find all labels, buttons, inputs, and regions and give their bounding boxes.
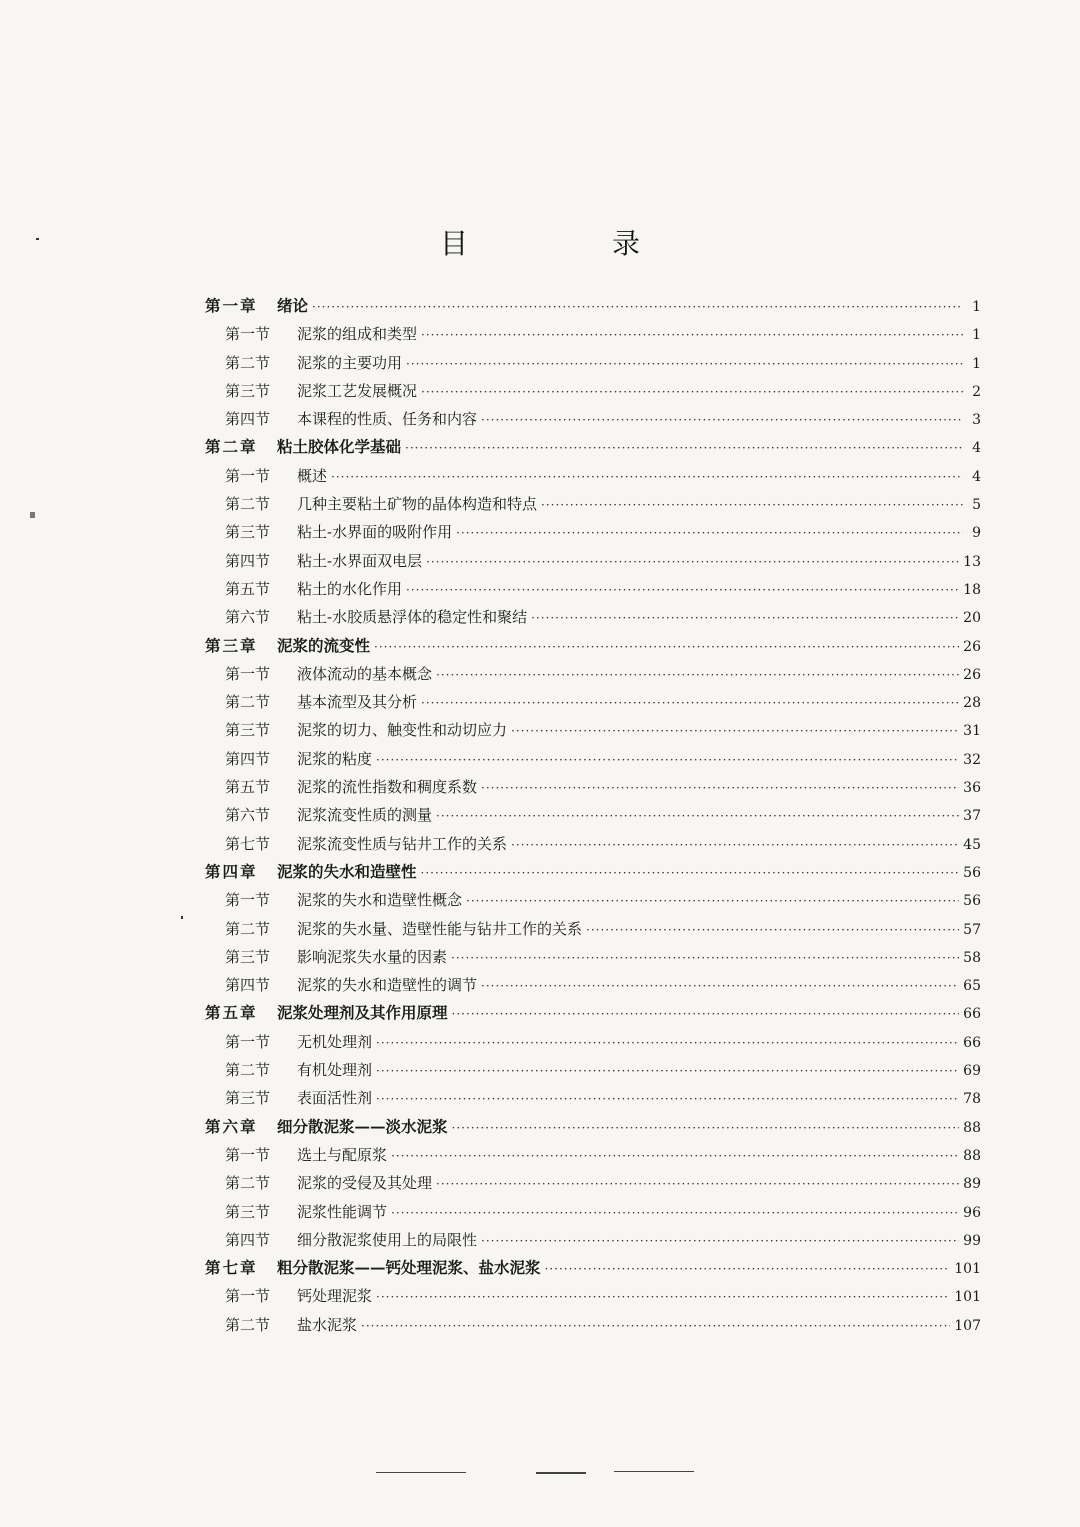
toc-page-number: 1 [972,327,981,344]
dot-leader [481,774,959,802]
toc-page-number: 28 [963,695,981,712]
toc-entry-title: 泥浆的失水量、造壁性能与钻井工作的关系 [297,919,583,938]
dot-leader [511,717,959,745]
toc-entry-number: 第五节 [225,579,271,598]
toc-entry-number: 第二节 [225,1174,271,1193]
toc-entry-number: 第二节 [225,495,271,514]
toc-entry-number: 第四节 [225,1230,271,1249]
toc-section-row [205,1282,981,1310]
toc-entry-number: 第一章 [205,296,258,315]
dot-leader [436,1170,959,1198]
toc-section-row [205,377,981,405]
toc-entry-number: 第二节 [225,1315,271,1334]
toc-entry-number: 第二节 [225,693,271,712]
toc-page-number: 26 [963,638,981,655]
toc-entry-title: 泥浆流变性质的测量 [297,806,433,825]
toc-entry-number: 第二节 [225,1061,271,1080]
toc-section-row [205,971,981,999]
dot-leader [452,1114,960,1142]
dot-leader [541,491,963,519]
toc-section-row [205,405,981,433]
toc-entry-number: 第三节 [225,1089,271,1108]
toc-section-row [205,915,981,943]
toc-page-number: 89 [963,1176,981,1193]
toc-page-number: 56 [963,893,981,910]
toc-page-number: 9 [972,525,981,542]
scan-speck [36,238,39,240]
dot-leader [531,604,959,632]
toc-entry-title: 粘土的水化作用 [297,579,403,598]
toc-page-number: 2 [972,383,981,400]
dot-leader [361,1312,950,1340]
toc-entry-number: 第六节 [225,806,271,825]
toc-entry-title: 泥浆的主要功用 [297,353,403,372]
toc-chapter-row [205,433,981,461]
toc-entry-title: 基本流型及其分析 [297,693,418,712]
toc-entry-title: 有机处理剂 [297,1061,373,1080]
toc-entry-title: 本课程的性质、任务和内容 [297,410,478,429]
toc-entry-number: 第一节 [225,664,271,683]
dot-leader [391,1199,959,1227]
scan-line [376,1472,466,1473]
dot-leader [481,1227,959,1255]
toc-chapter-row [205,1254,981,1282]
toc-section-row [205,575,981,603]
toc-entry-number: 第七章 [205,1258,258,1278]
toc-page-number: 78 [963,1091,981,1108]
toc-section-row [205,773,981,801]
toc-page-number: 66 [963,1006,981,1023]
dot-leader [421,378,963,406]
toc-entry-title: 泥浆的流变性 [277,635,371,655]
toc-section-row [205,1198,981,1226]
toc-section-row [205,716,981,744]
toc-page-number: 65 [963,978,981,995]
toc-section-row [205,490,981,518]
toc-section-row [205,745,981,773]
dot-leader [374,633,959,661]
dot-leader [481,972,959,1000]
dot-leader [466,887,959,915]
toc-section-row [205,830,981,858]
toc-page-number: 13 [963,553,981,570]
dot-leader [376,1057,959,1085]
toc-section-row [205,886,981,914]
toc-chapter-row [205,858,981,886]
toc-entry-number: 第一节 [225,1032,271,1051]
dot-leader [312,293,963,321]
toc-entry-number: 第三节 [225,523,271,542]
scan-speck [30,512,35,518]
toc-section-row [205,1311,981,1339]
toc-page-number: 36 [963,780,981,797]
dot-leader [511,831,959,859]
toc-entry-number: 第四节 [225,410,271,429]
toc-entry-number: 第三章 [205,635,258,655]
toc-entry-title: 粗分散泥浆——钙处理泥浆、盐水泥浆 [277,1258,541,1278]
toc-entry-title: 选土与配原浆 [297,1145,388,1164]
scan-speck [181,916,183,919]
toc-entry-title: 泥浆的流性指数和稠度系数 [297,778,478,797]
toc-page-number: 1 [972,299,981,315]
toc-entry-title: 泥浆的粘度 [297,749,373,768]
dot-leader [391,1142,959,1170]
dot-leader [456,519,963,547]
toc-page-number: 4 [972,468,981,485]
toc-page-number: 1 [972,355,981,372]
toc-chapter-row [205,1113,981,1141]
toc-section-row [205,688,981,716]
toc-entry-title: 影响泥浆失水量的因素 [297,947,448,966]
toc-entry-number: 第四章 [205,861,258,881]
dot-leader [376,1085,959,1113]
dot-leader [376,746,959,774]
toc-chapter-row [205,292,981,320]
toc-section-row [205,1028,981,1056]
dot-leader [376,1283,950,1311]
toc-section-row [205,1226,981,1254]
toc-entry-title: 无机处理剂 [297,1032,373,1051]
dot-leader [406,576,959,604]
toc-entry-title: 概述 [297,466,328,485]
toc-entry-number: 第六节 [225,608,271,627]
scan-line [614,1471,694,1472]
toc-entry-number: 第四节 [225,749,271,768]
toc-entry-title: 钙处理泥浆 [297,1287,373,1306]
toc-entry-number: 第一节 [225,891,271,910]
dot-leader [426,548,959,576]
toc-entry-title: 粘土-水胶质悬浮体的稳定性和聚结 [297,608,528,627]
toc-page-number: 45 [963,836,981,853]
dot-leader [421,689,959,717]
toc-page-number: 66 [963,1034,981,1051]
dot-leader [421,859,960,887]
table-of-contents [205,292,981,1339]
toc-entry-title: 泥浆的切力、触变性和动切应力 [297,721,508,740]
dot-leader [436,802,959,830]
toc-chapter-row [205,632,981,660]
toc-entry-number: 第三节 [225,947,271,966]
toc-entry-title: 泥浆性能调节 [297,1202,388,1221]
toc-section-row [205,1056,981,1084]
toc-page-number: 88 [963,1147,981,1164]
toc-section-row [205,943,981,971]
toc-section-row [205,518,981,546]
toc-entry-title: 泥浆的受侵及其处理 [297,1174,433,1193]
dot-leader [405,434,963,462]
toc-entry-title: 表面活性剂 [297,1089,373,1108]
dot-leader [481,406,963,434]
dot-leader [331,463,963,491]
toc-section-row [205,660,981,688]
toc-entry-number: 第七节 [225,834,271,853]
toc-entry-title: 细分散泥浆使用上的局限性 [297,1230,478,1249]
toc-page-number: 26 [963,666,981,683]
toc-entry-title: 泥浆流变性质与钻井工作的关系 [297,834,508,853]
toc-entry-number: 第二节 [225,919,271,938]
toc-entry-title: 细分散泥浆——淡水泥浆 [277,1116,448,1136]
toc-section-row [205,349,981,377]
toc-page-number: 101 [954,1261,981,1278]
toc-entry-number: 第一节 [225,466,271,485]
toc-section-row [205,603,981,631]
page-title: 目 录 [439,227,698,260]
toc-page-number: 101 [954,1289,981,1306]
toc-entry-number: 第二章 [205,437,258,457]
toc-entry-number: 第四节 [225,551,271,570]
toc-chapter-row [205,999,981,1027]
toc-entry-title: 泥浆的失水和造壁性的调节 [297,976,478,995]
toc-entry-number: 第四节 [225,976,271,995]
toc-entry-title: 泥浆工艺发展概况 [297,381,418,400]
toc-entry-number: 第五章 [205,1003,258,1023]
toc-page-number: 18 [963,581,981,598]
toc-section-row [205,801,981,829]
toc-entry-number: 第一节 [225,325,271,344]
toc-entry-title: 粘土-水界面的吸附作用 [297,523,453,542]
toc-page-number: 58 [963,949,981,966]
dot-leader [436,661,959,689]
toc-entry-title: 几种主要粘土矿物的晶体构造和特点 [297,495,538,514]
dot-leader [451,944,959,972]
toc-section-row [205,547,981,575]
toc-page-number: 37 [963,808,981,825]
toc-page-number: 4 [972,440,981,457]
toc-page-number: 96 [963,1204,981,1221]
toc-entry-title: 粘土-水界面双电层 [297,551,423,570]
toc-entry-number: 第三节 [225,1202,271,1221]
scan-line [536,1472,586,1474]
toc-entry-number: 第六章 [205,1116,258,1136]
toc-entry-title: 盐水泥浆 [297,1315,358,1334]
toc-entry-title: 液体流动的基本概念 [297,664,433,683]
toc-entry-number: 第二节 [225,353,271,372]
toc-page-number: 32 [963,751,981,768]
toc-page-number: 5 [972,497,981,514]
toc-entry-number: 第一节 [225,1145,271,1164]
toc-section-row [205,320,981,348]
dot-leader [421,321,963,349]
toc-entry-title: 泥浆的失水和造壁性概念 [297,891,463,910]
toc-page-number: 99 [963,1232,981,1249]
dot-leader [586,916,959,944]
dot-leader [452,1000,960,1028]
toc-page-number: 20 [963,610,981,627]
toc-page-number: 31 [963,723,981,740]
toc-entry-number: 第五节 [225,778,271,797]
toc-section-row [205,1084,981,1112]
dot-leader [406,350,963,378]
dot-leader [376,1029,959,1057]
toc-entry-title: 泥浆的组成和类型 [297,325,418,344]
toc-page-number: 107 [954,1317,981,1334]
toc-entry-number: 第一节 [225,1287,271,1306]
dot-leader [545,1255,951,1283]
toc-section-row [205,1169,981,1197]
toc-section-row [205,1141,981,1169]
toc-section-row [205,462,981,490]
toc-entry-number: 第三节 [225,721,271,740]
toc-page-number: 57 [963,921,981,938]
toc-entry-title: 绪论 [277,296,309,315]
toc-entry-number: 第三节 [225,381,271,400]
toc-page-number: 56 [963,864,981,881]
toc-page-number: 69 [963,1063,981,1080]
toc-entry-title: 泥浆的失水和造壁性 [277,861,417,881]
toc-page-number: 3 [972,412,981,429]
toc-entry-title: 粘土胶体化学基础 [277,437,402,457]
toc-page-number: 88 [963,1119,981,1136]
toc-entry-title: 泥浆处理剂及其作用原理 [277,1003,448,1023]
